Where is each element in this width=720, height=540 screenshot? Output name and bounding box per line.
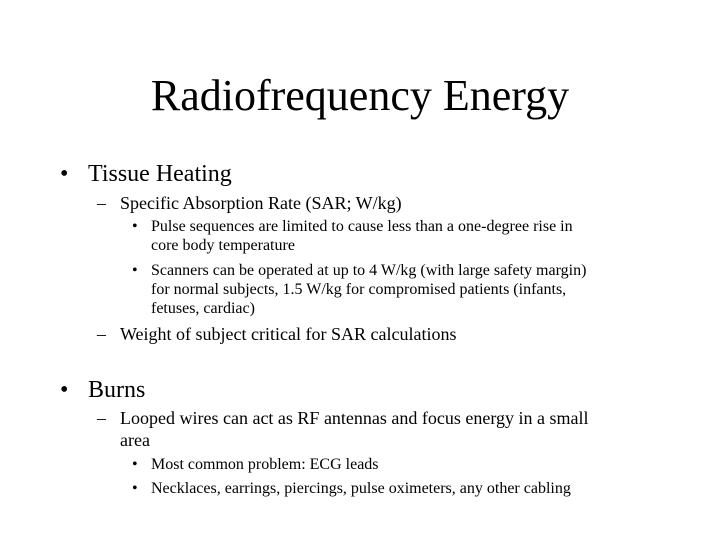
level3-bullet: • — [132, 218, 138, 235]
level2-dash: – — [97, 193, 106, 213]
level3-bullet: • — [132, 480, 138, 497]
point-cabling: Necklaces, earrings, piercings, pulse oximeters, any other cabling — [151, 480, 571, 497]
level2-dash: – — [97, 408, 106, 428]
point-scanners-line1: Scanners can be operated at up to 4 W/kg (with large safety margin) — [151, 262, 587, 279]
bullet-burns: Burns — [88, 377, 146, 403]
level2-dash: – — [97, 324, 106, 344]
level3-bullet: • — [132, 262, 138, 279]
point-scanners-line2: for normal subjects, 1.5 W/kg for compromised patients (infants, — [151, 281, 567, 298]
point-scanners-line3: fetuses, cardiac) — [151, 300, 255, 317]
level1-bullet: • — [60, 377, 69, 403]
sub-bullet-looped-wires-line2: area — [120, 430, 150, 450]
sub-bullet-looped-wires-line1: Looped wires can act as RF antennas and focus energy in a small — [120, 408, 589, 428]
sub-bullet-weight: Weight of subject critical for SAR calculations — [120, 324, 457, 344]
level3-bullet: • — [132, 456, 138, 473]
point-pulse-sequences-line2: core body temperature — [151, 237, 295, 254]
point-ecg-leads: Most common problem: ECG leads — [151, 456, 379, 473]
bullet-tissue-heating: Tissue Heating — [88, 161, 232, 187]
sub-bullet-sar: Specific Absorption Rate (SAR; W/kg) — [120, 193, 402, 213]
point-pulse-sequences-line1: Pulse sequences are limited to cause less than a one-degree rise in — [151, 218, 573, 235]
level1-bullet: • — [60, 161, 69, 187]
slide-title: Radiofrequency Energy — [150, 71, 570, 120]
